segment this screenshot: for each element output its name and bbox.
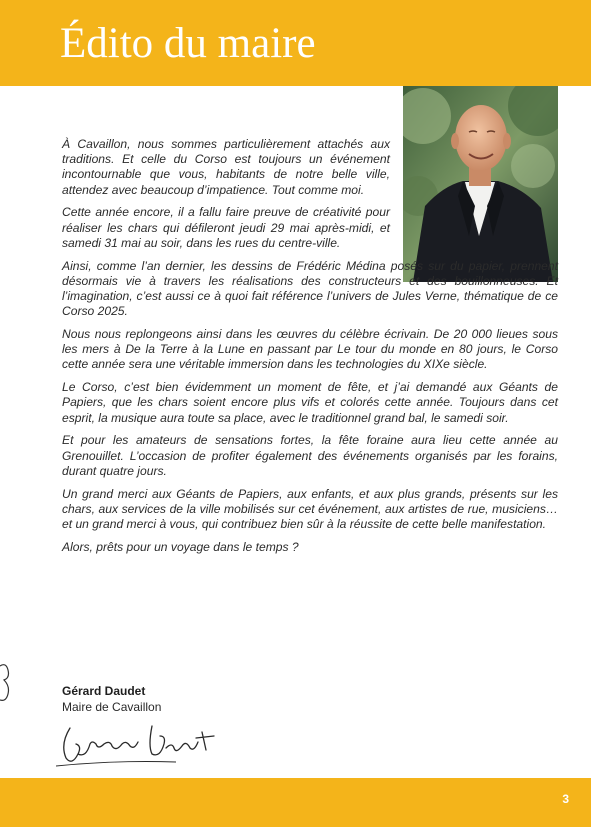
doodle-icon	[0, 662, 14, 708]
handwritten-signature	[56, 714, 231, 770]
paragraph: Cette année encore, il a fallu faire preuve de créativité pour réaliser les chars qui défileront jeudi 29 mai après-midi, et samedi 31 mai au soir, dans les rues du centre-ville.	[62, 205, 390, 250]
paragraph: Alors, prêts pour un voyage dans le temps ?	[62, 539, 299, 554]
header-banner	[0, 0, 591, 86]
paragraph: Nous nous replongeons ainsi dans les œuvres du célèbre écrivain. De 20 000 lieues sous les mers à De la Terre à la Lune en passant par Le tour du monde en 80 jours, le Corso cette année sera une véritable immersion dans les technologies du XIXe siècle.	[62, 327, 558, 372]
paragraph: Le Corso, c’est bien évidemment un moment de fête, et j’ai demandé aux Géants de Papiers, que les chars soient encore plus vifs et colorés cette année. Toujours dans cet esprit, la musique aura toute sa place, avec le traditionnel grand bal, le samedi soir.	[62, 380, 558, 425]
paragraph: Un grand merci aux Géants de Papiers, aux enfants, et aux plus grands, présents sur les chars, aux services de la ville mobilisés sur cet événement, aux artistes de rue, musiciens… et un grand merci à vous, qui contribuez bien sûr à la réussite de cette belle manifestation.	[62, 486, 558, 532]
signatory-name: Gérard Daudet	[62, 684, 146, 698]
paragraph: À Cavaillon, nous sommes particulièrement attachés aux traditions. Et celle du Corso est toujours un événement incontournable que vous, habitants de notre belle ville, attendez avec beaucoup d’impatience. Tout comme moi.	[62, 137, 390, 197]
signatory-role: Maire de Cavaillon	[62, 700, 162, 714]
editorial-text	[62, 137, 558, 563]
paragraph: Ainsi, comme l’an dernier, les dessins de Frédéric Médina posés sur du papier, prennent désormais vie à travers les réalisations des constructeurs et des bouillonneuses. Et l’imagination, c’est aussi ce à quoi fait référence l’univers de Jules Verne, thématique de ce Corso 2025.	[62, 258, 558, 319]
paragraph: Et pour les amateurs de sensations fortes, la fête foraine aura lieu cette année au Grenouillet. L’occasion de profiter également des événements organisés par les forains, durant quatre jours.	[62, 433, 558, 478]
page-title: Édito du maire	[60, 20, 316, 67]
footer-banner	[0, 778, 591, 827]
page-number: 3	[562, 792, 569, 806]
